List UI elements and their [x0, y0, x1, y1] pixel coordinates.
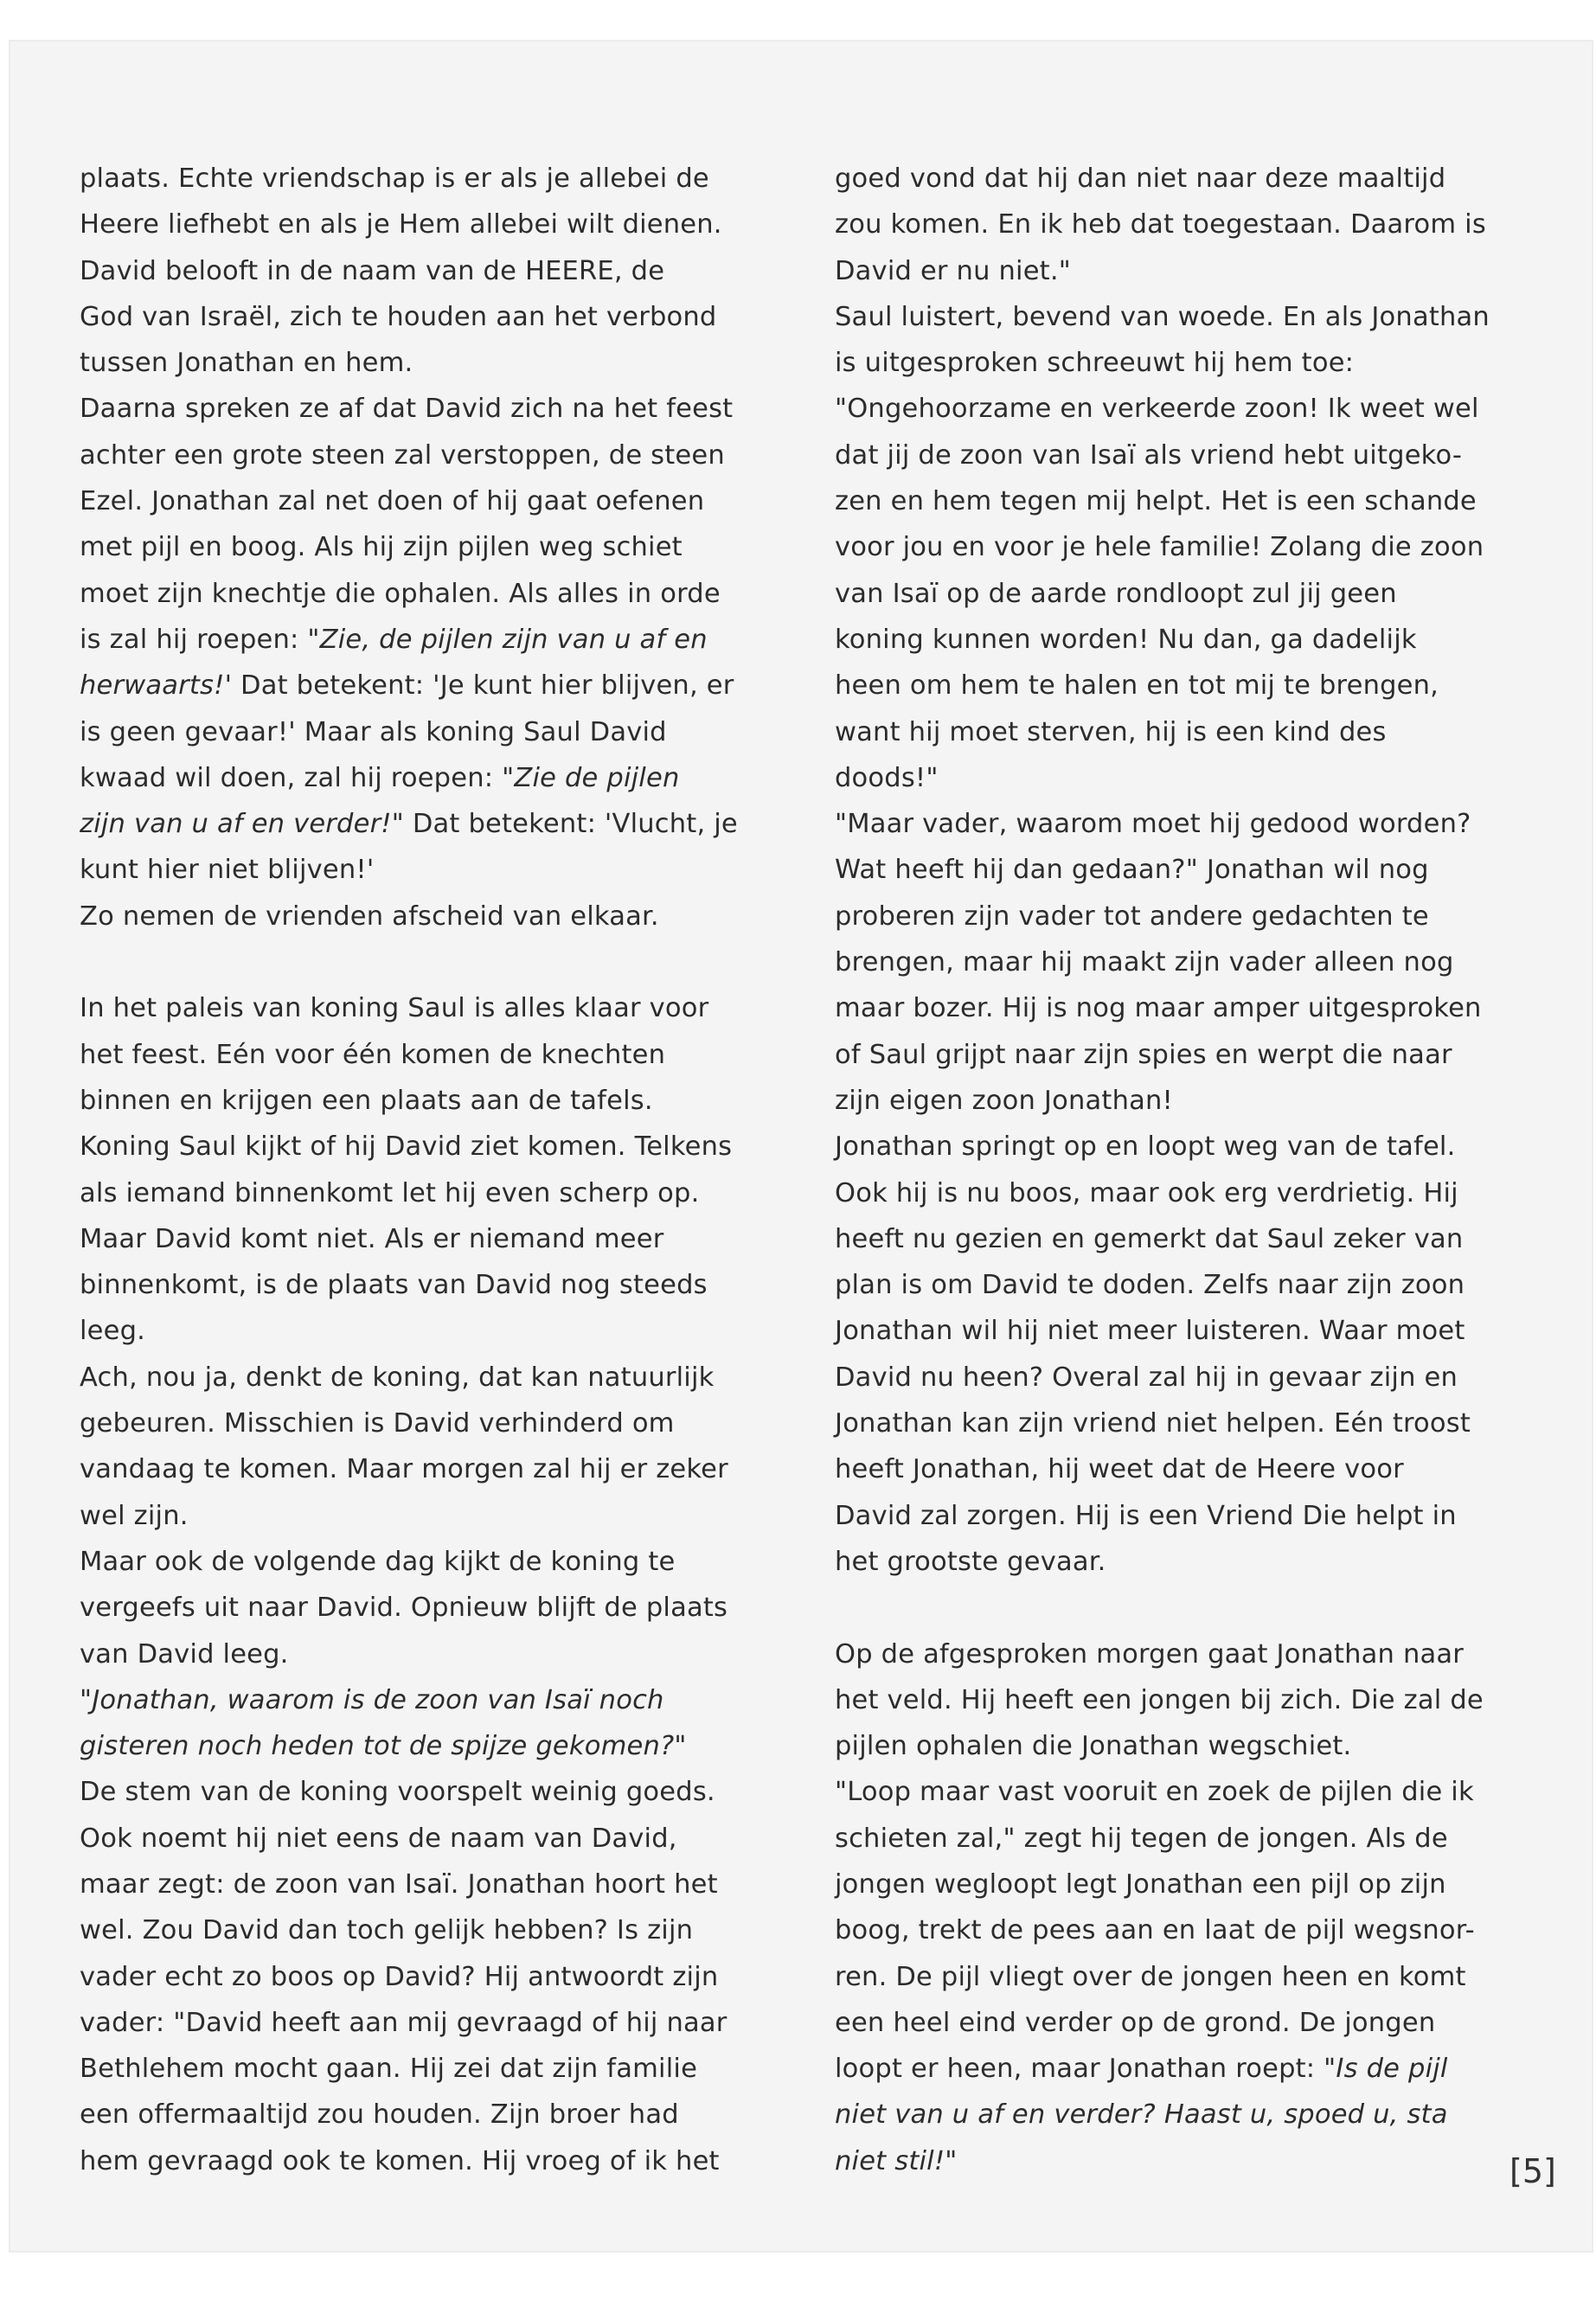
text-line — [80, 571, 772, 617]
text-line — [835, 340, 1475, 386]
text-run: Heere liefhebt en als je Hem allebei wilt dienen. — [80, 209, 722, 240]
right-text-column — [835, 156, 1490, 2184]
text-run: achter een grote steen zal verstoppen, de steen — [80, 439, 725, 471]
text-run: Ook noemt hij niet eens de naam van David, — [80, 1823, 677, 1854]
text-line — [80, 709, 772, 755]
text-line — [80, 755, 772, 801]
text-run: maar zegt: de zoon van Isaï. Jonathan hoort het — [80, 1868, 718, 1900]
text-run: heeft nu gezien en gemerkt dat Saul zeker van — [835, 1223, 1464, 1254]
text-run: "Loop maar vast vooruit en zoek de pijlen die ik — [835, 1777, 1474, 1808]
text-line — [80, 2138, 772, 2184]
text-line — [80, 663, 772, 708]
text-run: Ach, nou ja, denkt de koning, dat kan natuurlijk — [80, 1362, 715, 1393]
text-line — [835, 985, 1482, 1031]
text-line — [835, 1631, 1475, 1677]
text-line — [835, 1216, 1475, 1262]
text-line — [835, 1816, 1475, 1862]
text-line — [80, 894, 772, 939]
text-run: Maar David komt niet. Als er niemand meer — [80, 1223, 664, 1254]
text-line — [80, 524, 772, 570]
text-line — [835, 1400, 1475, 1446]
text-run: heeft Jonathan, hij weet dat de Heere voor — [835, 1454, 1404, 1485]
text-run: zijn eigen zoon Jonathan! — [835, 1085, 1173, 1116]
text-line — [835, 1539, 1475, 1585]
text-line — [835, 386, 1479, 432]
text-line — [80, 985, 772, 1031]
text-line — [835, 1907, 1475, 1953]
text-run: ren. De pijl vliegt over de jongen heen en komt — [835, 1961, 1466, 1992]
text-run: is geen gevaar!' Maar als koning Saul David — [80, 716, 667, 747]
text-run: is zal hij roepen: " — [80, 624, 320, 655]
text-line — [835, 1262, 1475, 1308]
text-run: Jonathan springt op en loopt weg van de tafel. — [835, 1131, 1456, 1163]
text-line — [80, 386, 772, 432]
text-run: Op de afgesproken morgen gaat Jonathan naar — [835, 1638, 1465, 1670]
text-run: hem gevraagd ook te komen. Hij vroeg of ik het — [80, 2145, 720, 2176]
text-line — [835, 663, 1475, 708]
paragraph-gap — [835, 1585, 1475, 1631]
text-run: het feest. Eén voor één komen de knechten — [80, 1039, 666, 1070]
text-line — [80, 340, 772, 386]
text-run: De stem van de koning voorspelt weinig goeds. — [80, 1777, 715, 1808]
text-run: vandaag te komen. Maar morgen zal hij er zeker — [80, 1454, 728, 1485]
text-line — [835, 156, 1475, 202]
text-line — [835, 939, 1475, 985]
text-line — [80, 1539, 772, 1585]
text-line — [80, 1723, 772, 1769]
italic-text-run: Is de pijl — [1336, 2054, 1448, 2085]
italic-text-run: gisteren noch heden tot de spijze gekomen? — [80, 1731, 675, 1762]
text-run: In het paleis van koning Saul is alles klaar voor — [80, 993, 709, 1024]
italic-text-run: "Jonathan, waarom is de zoon van Isaï noch — [80, 1684, 664, 1715]
text-run: gebeuren. Misschien is David verhinderd om — [80, 1408, 675, 1439]
text-run: jongen wegloopt legt Jonathan een pijl op zijn — [835, 1868, 1446, 1900]
text-run: Saul luistert, bevend van woede. En als Jonathan — [835, 301, 1490, 332]
text-line — [835, 2092, 1475, 2138]
text-run: schieten zal," zegt hij tegen de jongen. Als de — [835, 1823, 1448, 1854]
text-line — [80, 1493, 772, 1539]
text-line — [80, 2046, 772, 2092]
text-line — [835, 1954, 1475, 2000]
page-number: [5] — [1509, 2152, 1556, 2190]
text-run: vader echt zo boos op David? Hij antwoordt zijn — [80, 1961, 719, 1992]
text-line — [835, 2000, 1475, 2046]
text-line — [835, 202, 1486, 247]
text-run: want hij moet sterven, hij is een kind des — [835, 716, 1387, 747]
text-run: Ook hij is nu boos, maar ook erg verdrietig. Hij — [835, 1177, 1458, 1208]
text-line — [835, 478, 1475, 524]
text-run: maar bozer. Hij is nog maar amper uitgesproken — [835, 993, 1482, 1024]
book-page — [9, 40, 1593, 2253]
text-line — [835, 1677, 1484, 1723]
text-line — [80, 1124, 772, 1170]
text-run: het veld. Hij heeft een jongen bij zich. Die zal de — [835, 1684, 1484, 1715]
text-line — [835, 1446, 1475, 1492]
text-run: moet zijn knechtje die ophalen. Als alles in orde — [80, 578, 721, 609]
text-line — [80, 1262, 772, 1308]
text-line — [835, 1124, 1475, 1170]
text-line — [80, 1032, 772, 1078]
text-run: of Saul grijpt naar zijn spies en werpt die naar — [835, 1039, 1452, 1070]
text-line — [835, 433, 1475, 478]
text-run: loopt er heen, maar Jonathan roept: " — [835, 2054, 1336, 2085]
text-run: brengen, maar hij maakt zijn vader alleen nog — [835, 947, 1454, 978]
text-run: kunt hier niet blijven!' — [80, 855, 375, 886]
text-run: God van Israël, zich te houden aan het verbond — [80, 301, 717, 332]
text-run: doods!" — [835, 762, 939, 793]
text-line — [835, 1862, 1475, 1907]
text-run: "Maar vader, waarom moet hij gedood worden? — [835, 809, 1471, 840]
text-run: " — [945, 2145, 958, 2176]
text-line — [80, 248, 772, 294]
text-line — [80, 1677, 772, 1723]
text-line — [835, 1493, 1475, 1539]
text-line — [835, 709, 1475, 755]
text-line — [80, 202, 772, 247]
text-run: Bethlehem mocht gaan. Hij zei dat zijn familie — [80, 2054, 698, 2085]
italic-text-run: Zie de pijlen — [514, 762, 680, 793]
text-run: van Isaï op de aarde rondloopt zul jij geen — [835, 578, 1397, 609]
text-line — [835, 2046, 1475, 2092]
text-line — [835, 1170, 1475, 1216]
text-line — [80, 801, 772, 847]
text-line — [80, 1816, 772, 1862]
italic-text-run: herwaarts! — [80, 670, 225, 702]
text-run: Jonathan kan zijn vriend niet helpen. Eén troost — [835, 1408, 1471, 1439]
text-run: Wat heeft hij dan gedaan?" Jonathan wil nog — [835, 855, 1429, 886]
text-line — [80, 1907, 772, 1953]
text-line — [80, 1400, 772, 1446]
text-run: boog, trekt de pees aan en laat de pijl wegsnor- — [835, 1915, 1475, 1946]
text-run: Maar ook de volgende dag kijkt de koning te — [80, 1546, 676, 1577]
text-line — [835, 248, 1475, 294]
text-line — [80, 294, 772, 340]
text-run: een heel eind verder op de grond. De jongen — [835, 2007, 1436, 2038]
text-line — [80, 1216, 772, 1262]
text-run: binnen en krijgen een plaats aan de tafels. — [80, 1085, 653, 1116]
text-run: " — [674, 1731, 687, 1762]
text-run: dat jij de zoon van Isaï als vriend hebt uitgeko- — [835, 439, 1463, 471]
text-run: is uitgesproken schreeuwt hij hem toe: — [835, 348, 1355, 379]
text-run: goed vond dat hij dan niet naar deze maaltijd — [835, 163, 1446, 194]
text-run: voor jou en voor je hele familie! Zolang die zoon — [835, 532, 1484, 563]
text-line — [835, 1308, 1475, 1354]
text-run: David belooft in de naam van de HEERE, de — [80, 255, 665, 286]
text-run: David er nu niet." — [835, 255, 1071, 286]
text-run: zen en hem tegen mij helpt. Het is een schande — [835, 486, 1477, 517]
text-line — [835, 755, 1475, 801]
text-line — [80, 1355, 772, 1400]
text-run: het grootste gevaar. — [835, 1546, 1106, 1577]
text-run: David zal zorgen. Hij is een Vriend Die helpt in — [835, 1500, 1457, 1531]
text-run: wel. Zou David dan toch gelijk hebben? Is zijn — [80, 1915, 694, 1946]
text-run: Koning Saul kijkt of hij David ziet komen. Telkens — [80, 1131, 733, 1163]
left-text-column — [80, 156, 772, 2184]
italic-text-run: zijn van u af en verder! — [80, 809, 392, 840]
text-run: Ezel. Jonathan zal net doen of hij gaat oefenen — [80, 486, 705, 517]
text-run: koning kunnen worden! Nu dan, ga dadelijk — [835, 624, 1417, 655]
text-line — [835, 524, 1484, 570]
italic-text-run: Zie, de pijlen zijn van u af en — [319, 624, 708, 655]
text-line — [835, 571, 1475, 617]
text-run: tussen Jonathan en hem. — [80, 348, 413, 379]
text-line — [80, 1170, 772, 1216]
text-line — [80, 1308, 772, 1354]
text-line — [835, 847, 1475, 893]
text-line — [835, 1355, 1475, 1400]
paragraph-gap — [80, 939, 772, 985]
text-line — [80, 1954, 772, 2000]
text-run: zou komen. En ik heb dat toegestaan. Daarom is — [835, 209, 1486, 240]
text-run: vergeefs uit naar David. Opnieuw blijft de plaats — [80, 1593, 728, 1624]
text-run: ' Dat betekent: 'Je kunt hier blijven, er — [224, 670, 734, 702]
text-run: pijlen ophalen die Jonathan wegschiet. — [835, 1731, 1352, 1762]
text-line — [80, 617, 772, 663]
text-line — [80, 2092, 772, 2138]
italic-text-run: niet stil! — [835, 2145, 945, 2176]
text-line — [835, 894, 1475, 939]
text-run: plan is om David te doden. Zelfs naar zijn zoon — [835, 1270, 1465, 1301]
text-run: "Ongehoorzame en verkeerde zoon! Ik weet wel — [835, 394, 1479, 425]
text-run: als iemand binnenkomt let hij even scherp op. — [80, 1177, 700, 1208]
text-run: kwaad wil doen, zal hij roepen: " — [80, 762, 515, 793]
text-line — [835, 1769, 1475, 1815]
text-line — [80, 847, 772, 893]
text-run: David nu heen? Overal zal hij in gevaar zijn en — [835, 1362, 1458, 1393]
text-line — [80, 1078, 772, 1124]
text-run: Jonathan wil hij niet meer luisteren. Waar moet — [835, 1316, 1465, 1347]
text-line — [80, 1862, 772, 1907]
text-run: " Dat betekent: 'Vlucht, je — [391, 809, 738, 840]
text-line — [835, 1078, 1475, 1124]
text-line — [80, 1631, 772, 1677]
text-run: van David leeg. — [80, 1638, 289, 1670]
text-run: Daarna spreken ze af dat David zich na het feest — [80, 394, 734, 425]
italic-text-run: niet van u af en verder? Haast u, spoed u, sta — [835, 2099, 1448, 2131]
text-run: binnenkomt, is de plaats van David nog steeds — [80, 1270, 708, 1301]
text-line — [80, 1769, 772, 1815]
text-run: Zo nemen de vrienden afscheid van elkaar. — [80, 901, 659, 932]
text-run: leeg. — [80, 1316, 146, 1347]
text-run: plaats. Echte vriendschap is er als je allebei de — [80, 163, 709, 194]
text-run: met pijl en boog. Als hij zijn pijlen weg schiet — [80, 532, 683, 563]
text-line — [80, 1446, 772, 1492]
text-line — [80, 2000, 772, 2046]
text-line — [835, 617, 1475, 663]
text-line — [80, 478, 772, 524]
text-line — [80, 1585, 772, 1631]
text-run: een offermaaltijd zou houden. Zijn broer had — [80, 2099, 679, 2131]
text-line — [835, 1723, 1475, 1769]
text-line — [80, 156, 772, 202]
text-line — [835, 801, 1475, 847]
text-line — [835, 1032, 1475, 1078]
text-line — [835, 294, 1490, 340]
text-line — [80, 433, 772, 478]
text-run: proberen zijn vader tot andere gedachten te — [835, 901, 1429, 932]
text-run: heen om hem te halen en tot mij te brengen, — [835, 670, 1439, 702]
text-run: vader: "David heeft aan mij gevraagd of hij naar — [80, 2007, 727, 2038]
text-line — [835, 2138, 1475, 2184]
text-run: wel zijn. — [80, 1500, 189, 1531]
